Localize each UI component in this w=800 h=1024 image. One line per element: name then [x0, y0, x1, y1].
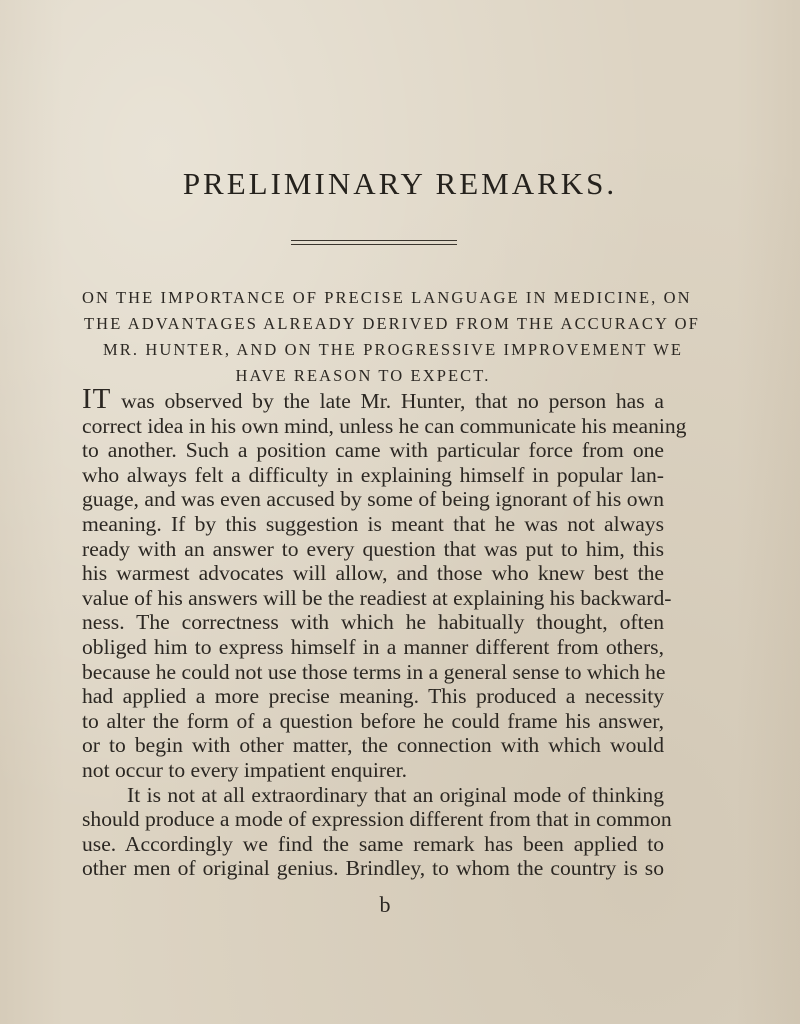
body-line: because he could not use those terms in a general sense to which he: [82, 659, 666, 684]
body-line: correct idea in his own mind, unless he can communicate his meaning: [82, 413, 687, 438]
signature-letter: b: [379, 892, 391, 917]
body-line: value of his answers will be the readiest at explaining his backward-: [82, 585, 672, 610]
subtitle-line: MR. HUNTER, AND ON THE PROGRESSIVE IMPROVEMENT WE: [103, 340, 684, 359]
body-line: obliged him to express himself in a manner different from others,: [82, 634, 664, 659]
body-line: who always felt a difficulty in explaining himself in popular lan-: [82, 462, 664, 487]
page-heading: PRELIMINARY REMARKS.: [182, 166, 618, 201]
body-text: [82, 383, 687, 881]
drop-cap: IT: [82, 383, 112, 415]
section-subtitle: [82, 285, 700, 389]
body-line: should produce a mode of expression different from that in common: [82, 807, 672, 832]
body-line: guage, and was even accused by some of being ignorant of his own: [82, 487, 664, 512]
signature-mark: [0, 892, 800, 918]
body-line-text: was observed by the late Mr. Hunter, that no person has a: [111, 389, 664, 413]
subtitle-line: HAVE REASON TO EXPECT.: [235, 366, 491, 385]
body-line: ness. The correctness with which he habitually thought, often: [82, 610, 664, 635]
body-line-first: [82, 383, 664, 415]
body-line: It is not at all extraordinary that an original mode of thinking: [127, 782, 664, 807]
body-line: meaning. If by this suggestion is meant that he was not always: [82, 511, 664, 536]
body-line: had applied a more precise meaning. This produced a necessity: [82, 684, 664, 709]
body-line: his warmest advocates will allow, and those who knew best the: [82, 561, 664, 586]
body-line: use. Accordingly we find the same remark has been applied to: [82, 831, 664, 856]
body-line: to alter the form of a question before he could frame his answer,: [82, 708, 664, 733]
body-line: not occur to every impatient enquirer.: [82, 757, 407, 782]
body-line: other men of original genius. Brindley, to whom the country is so: [82, 856, 664, 881]
subtitle-line: THE ADVANTAGES ALREADY DERIVED FROM THE ACCURACY OF: [84, 314, 700, 333]
body-line: or to begin with other matter, the connection with which would: [82, 733, 664, 758]
body-line: ready with an answer to every question that was put to him, this: [82, 536, 664, 561]
subtitle-line: ON THE IMPORTANCE OF PRECISE LANGUAGE IN MEDICINE, ON: [82, 288, 692, 307]
decorative-double-rule: [291, 240, 457, 245]
body-line: to another. Such a position came with particular force from one: [82, 438, 664, 463]
